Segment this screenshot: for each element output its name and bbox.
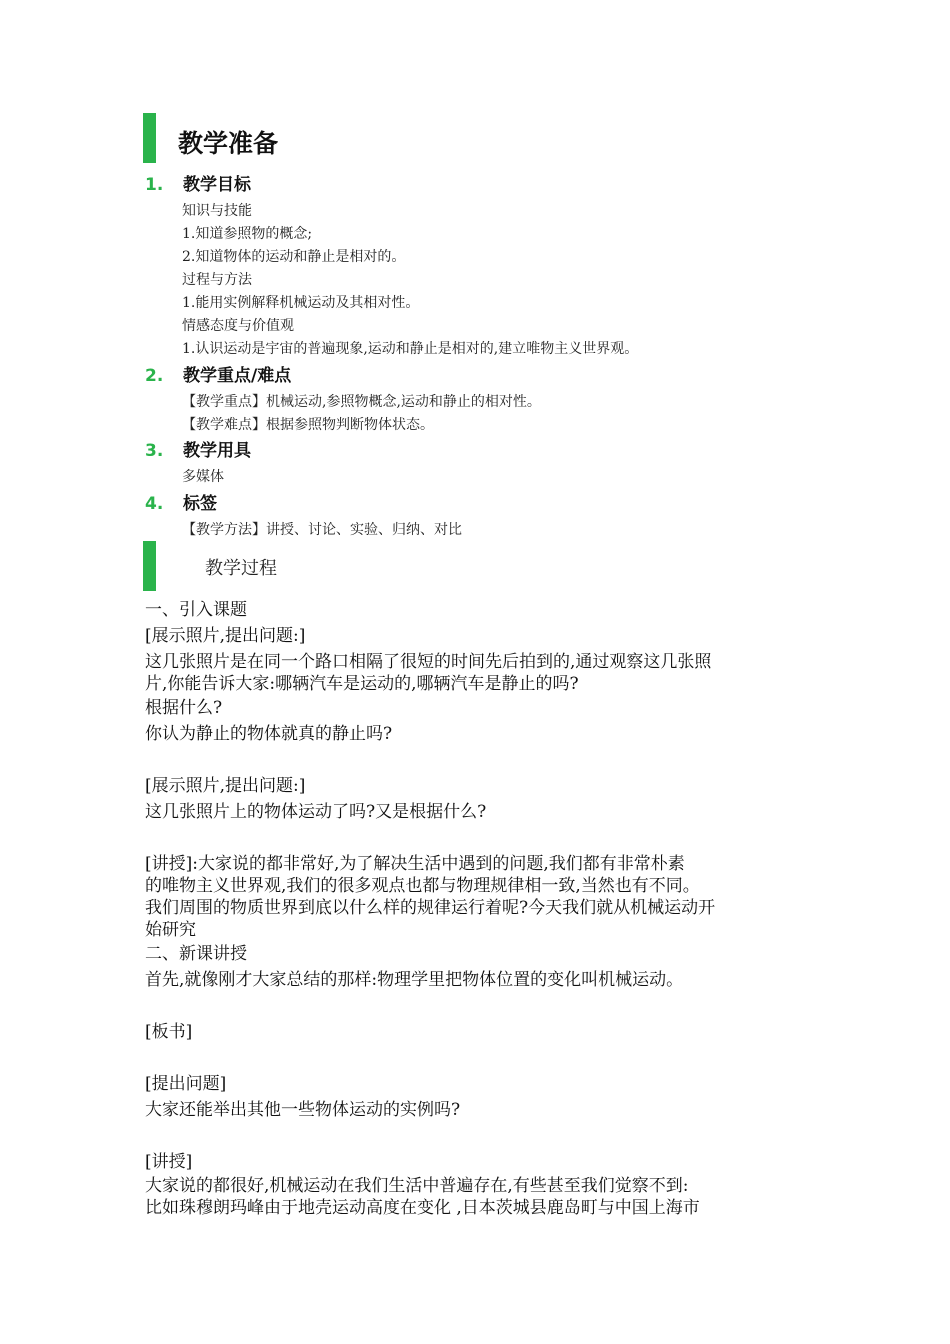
objective-line: 1.知道参照物的概念;: [182, 226, 313, 242]
section-number: 3.: [145, 441, 164, 461]
body-line: 的唯物主义世界观,我们的很多观点也都与物理规律相一致,当然也有不同。: [145, 876, 700, 896]
body-line: 大家说的都很好,机械运动在我们生活中普遍存在,有些甚至我们觉察不到:: [145, 1176, 689, 1196]
process-heading: 教学过程: [205, 558, 277, 579]
body-line: 片,你能告诉大家:哪辆汽车是运动的,哪辆汽车是静止的吗?: [145, 674, 579, 694]
body-line: 比如珠穆朗玛峰由于地壳运动高度在变化 ,日本茨城县鹿岛町与中国上海市: [145, 1198, 700, 1218]
body-line: [板书]: [145, 1022, 193, 1042]
section-accent-bar: [143, 113, 156, 163]
section-title: 教学目标: [183, 175, 251, 195]
objective-line: 1.认识运动是宇宙的普遍现象,运动和静止是相对的,建立唯物主义世界观。: [182, 341, 639, 357]
body-line: 我们周围的物质世界到底以什么样的规律运行着呢?今天我们就从机械运动开: [145, 898, 716, 918]
body-line: [提出问题]: [145, 1074, 227, 1094]
section-number: 4.: [145, 494, 164, 514]
body-line: 这几张照片是在同一个路口相隔了很短的时间先后拍到的,通过观察这几张照: [145, 652, 712, 672]
body-line: [展示照片,提出问题:]: [145, 626, 306, 646]
objective-line: 过程与方法: [182, 272, 252, 288]
body-line: 这几张照片上的物体运动了吗?又是根据什么?: [145, 802, 487, 822]
body-line: [讲授]: [145, 1152, 193, 1172]
objective-line: 2.知道物体的运动和静止是相对的。: [182, 249, 406, 265]
section-title: 标签: [183, 494, 217, 514]
body-line: 二、新课讲授: [145, 944, 247, 964]
section-title: 教学用具: [183, 441, 251, 461]
body-line: 你认为静止的物体就真的静止吗?: [145, 724, 393, 744]
body-line: 首先,就像刚才大家总结的那样:物理学里把物体位置的变化叫机械运动。: [145, 970, 684, 990]
focus-line: 【教学难点】根据参照物判断物体状态。: [182, 417, 434, 433]
body-line: [讲授]:大家说的都非常好,为了解决生活中遇到的问题,我们都有非常朴素: [145, 854, 685, 874]
body-line: [展示照片,提出问题:]: [145, 776, 306, 796]
section-number: 2.: [145, 366, 164, 386]
tags-line: 【教学方法】讲授、讨论、实验、归纳、对比: [182, 522, 462, 538]
body-line: 根据什么?: [145, 698, 223, 718]
section-title: 教学重点/难点: [183, 366, 292, 386]
prep-heading: 教学准备: [178, 129, 279, 158]
section-accent-bar: [143, 541, 156, 591]
section-number: 1.: [145, 175, 164, 195]
objective-line: 情感态度与价值观: [182, 318, 294, 334]
objective-line: 知识与技能: [182, 203, 252, 219]
body-line: 一、引入课题: [145, 600, 247, 620]
body-line: 始研究: [145, 920, 196, 940]
tools-line: 多媒体: [182, 469, 224, 485]
objective-line: 1.能用实例解释机械运动及其相对性。: [182, 295, 420, 311]
body-line: 大家还能举出其他一些物体运动的实例吗?: [145, 1100, 461, 1120]
focus-line: 【教学重点】机械运动,参照物概念,运动和静止的相对性。: [182, 394, 541, 410]
